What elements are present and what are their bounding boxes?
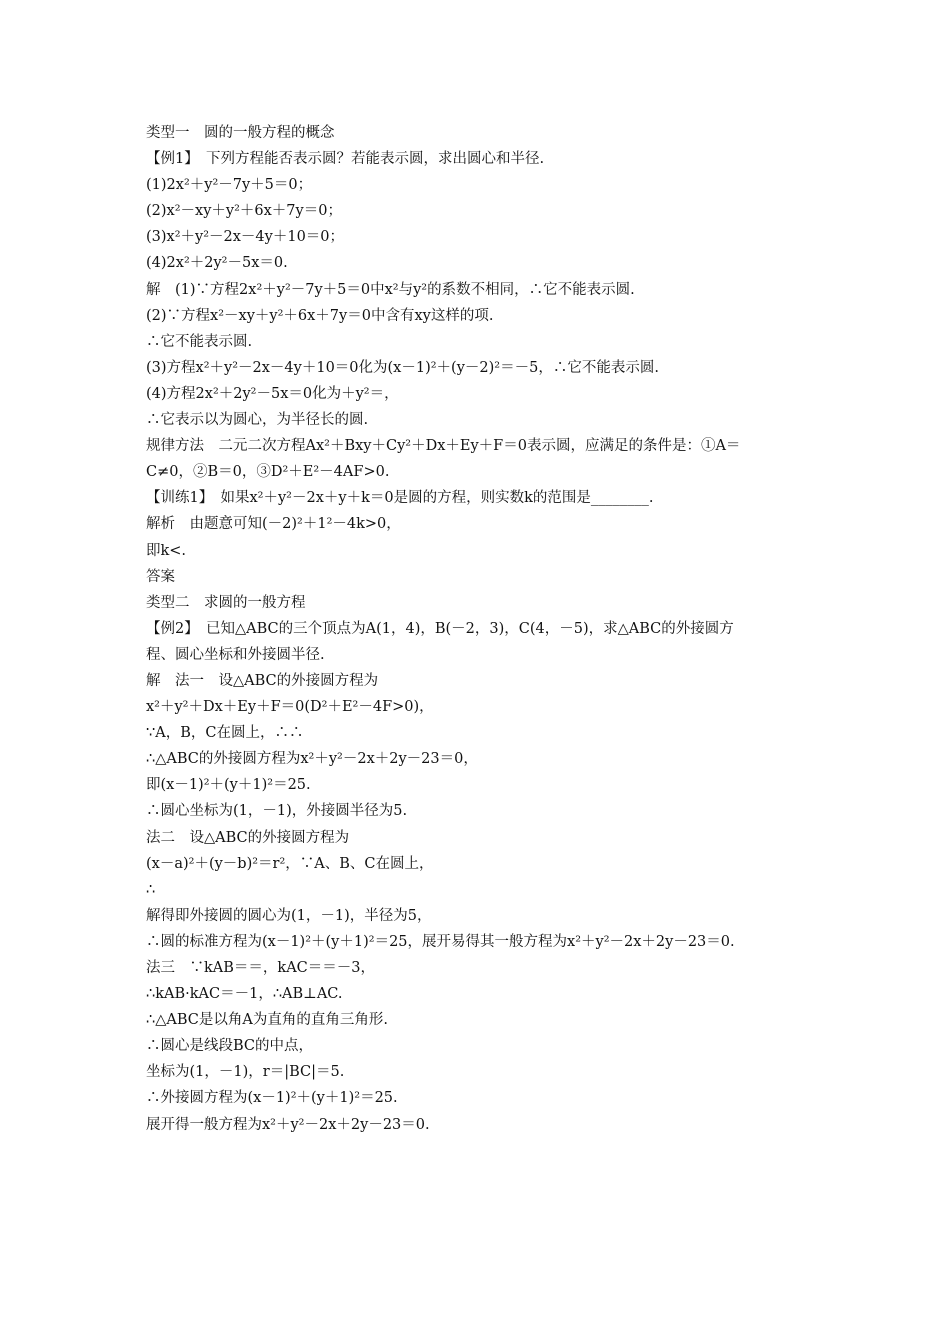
solution-2-method-3-coordinates: 坐标为(1，－1)，r＝|BC|＝5. xyxy=(146,1064,345,1081)
example-1-question: 【例1】 下列方程能否表示圆？若能表示圆，求出圆心和半径. xyxy=(146,151,545,168)
solution-2-method-2-therefore: ∴ xyxy=(146,881,156,898)
example-2-question-line-2: 程、圆心坐标和外接圆半径. xyxy=(146,646,325,663)
solution-2-method-3-general: 展开得一般方程为x²＋y²－2x＋2y－23＝0. xyxy=(146,1116,430,1133)
solution-2-method-3-slopes: 法三 ∵kAB＝＝，kAC＝＝－3， xyxy=(146,960,375,976)
document-body xyxy=(146,120,826,1138)
example-1-item-1: (1)2x²＋y²－7y＋5＝0； xyxy=(146,177,313,194)
solution-1-part-2-conclusion: ∴它不能表示圆. xyxy=(146,333,253,350)
practice-1-question: 【训练1】 如果x²＋y²－2x＋y＋k＝0是圆的方程，则实数k的范围是________. xyxy=(146,490,654,507)
method-note-line-2: C≠0，②B＝0，③D²＋E²－4AF>0. xyxy=(146,464,390,481)
method-note-line-1: 规律方法 二元二次方程Ax²＋Bxy＋Cy²＋Dx＋Ey＋F＝0表示圆，应满足的条件是：①A＝ xyxy=(146,438,741,455)
section-heading-1: 类型一 圆的一般方程的概念 xyxy=(146,125,335,141)
solution-2-method-2-solve: 解得即外接圆的圆心为(1，－1)，半径为5， xyxy=(146,907,432,924)
solution-2-method-2-equation: (x－a)²＋(y－b)²＝r²，∵A、B、C在圆上， xyxy=(146,855,434,872)
solution-2-method-1-center: ∴圆心坐标为(1，－1)，外接圆半径为5. xyxy=(146,803,408,820)
solution-2-method-1-intro: 解 法一 设△ABC的外接圆方程为 xyxy=(146,672,379,689)
solution-2-method-2-result: ∴圆的标准方程为(x－1)²＋(y＋1)²＝25，展开易得其一般方程为x²＋y²－2x＋2y－23＝0. xyxy=(146,933,735,950)
solution-1-part-1: 解 (1)∵方程2x²＋y²－7y＋5＝0中x²与y²的系数不相同，∴它不能表示圆. xyxy=(146,281,635,298)
solution-1-part-2: (2)∵方程x²－xy＋y²＋6x＋7y＝0中含有xy这样的项. xyxy=(146,307,494,324)
example-1-item-2: (2)x²－xy＋y²＋6x＋7y＝0； xyxy=(146,203,342,220)
solution-2-method-1-step: ∵A，B，C在圆上，∴∴ xyxy=(146,725,304,742)
solution-1-part-4: (4)方程2x²＋2y²－5x＝0化为＋y²＝， xyxy=(146,385,399,402)
example-1-item-3: (3)x²＋y²－2x－4y＋10＝0； xyxy=(146,229,345,246)
example-2-question-line-1: 【例2】 已知△ABC的三个顶点为A(1，4)，B(－2，3)，C(4，－5)，求△ABC的外接圆方 xyxy=(146,620,734,637)
solution-1-part-4-conclusion: ∴它表示以为圆心，为半径长的圆. xyxy=(146,412,369,429)
solution-2-method-1-standard: 即(x－1)²＋(y＋1)²＝25. xyxy=(146,777,311,794)
solution-2-method-3-right-triangle: ∴△ABC是以角A为直角的直角三角形. xyxy=(146,1012,388,1029)
practice-1-answer: 答案 xyxy=(146,568,175,585)
solution-2-method-3-equation: ∴外接圆方程为(x－1)²＋(y＋1)²＝25. xyxy=(146,1090,398,1107)
solution-2-method-3-perpendicular: ∴kAB·kAC＝－1，∴AB⊥AC. xyxy=(146,986,343,1003)
section-heading-2: 类型二 求圆的一般方程 xyxy=(146,594,306,611)
solution-2-method-3-midpoint: ∴圆心是线段BC的中点， xyxy=(146,1038,314,1055)
solution-2-method-1-result: ∴△ABC的外接圆方程为x²＋y²－2x＋2y－23＝0， xyxy=(146,751,478,768)
practice-1-analysis: 解析 由题意可知(－2)²＋1²－4k>0， xyxy=(146,516,401,533)
solution-1-part-3: (3)方程x²＋y²－2x－4y＋10＝0化为(x－1)²＋(y－2)²＝－5，∴它不能表示圆. xyxy=(146,359,659,376)
solution-2-method-2-intro: 法二 设△ABC的外接圆方程为 xyxy=(146,829,350,846)
example-1-item-4: (4)2x²＋2y²－5x＝0. xyxy=(146,255,288,272)
solution-2-method-1-equation: x²＋y²＋Dx＋Ey＋F＝0(D²＋E²－4F>0)， xyxy=(146,699,434,716)
practice-1-result: 即k<. xyxy=(146,542,187,559)
